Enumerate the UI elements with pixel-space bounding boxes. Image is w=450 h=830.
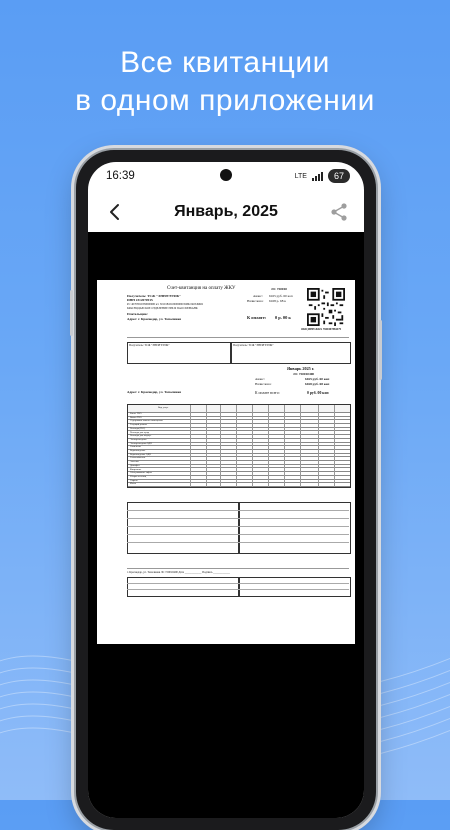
- share-icon[interactable]: [328, 200, 350, 224]
- battery-indicator: 67: [328, 169, 350, 183]
- charges-row-label: Капремонт: [130, 467, 142, 471]
- charges-header-label: Вид услуг: [158, 406, 169, 409]
- recipient-right-line: Получатель: ТСЖ "ЭНЕРГЕТИК": [233, 344, 274, 347]
- receipt-account-long: ЛС 720010400: [293, 372, 315, 376]
- charges-row-label: Водоотведение: [130, 449, 146, 452]
- charges-row-label: Хол.вода для нужд: [130, 430, 150, 434]
- meter-table-rule-3: [127, 526, 349, 527]
- charges-table: [127, 404, 351, 488]
- receipt-to-pay-total-label: К оплате всего:: [255, 391, 280, 395]
- receipt-to-pay-total: 0 руб. 00 коп: [307, 391, 329, 395]
- receipt-advance: 6165 руб. 60 коп: [269, 294, 293, 298]
- tear-off-line: [127, 568, 349, 569]
- receipt-bank-line-2: КРАСНОДАРСКОЕ ОТДЕЛЕНИЕ N8619 ПАО СБЕРБАНК: [127, 307, 198, 310]
- receipt-accrued: 6168 р. 68 к: [269, 299, 286, 303]
- receipt-accrued-label-2: Начислено:: [255, 382, 272, 386]
- tear-table-left: [127, 577, 239, 597]
- receipt-inn-under-qr: ОКЦ ИНН ЖКХ 7840407884479: [301, 328, 341, 331]
- charges-row-label: Текущий ремонт: [130, 423, 148, 427]
- charges-row-label: Хол.вода для подогр.: [130, 434, 152, 438]
- promo-line-1: Все квитанции: [120, 46, 330, 79]
- receipt-account-short: ЛС 720010: [271, 287, 287, 291]
- phone-frame: [76, 150, 376, 830]
- receipt-page[interactable]: [97, 280, 355, 644]
- charges-column-divider: [220, 405, 221, 487]
- receipt-period: Январь 2025 г.: [287, 366, 315, 371]
- receipt-to-pay-label: К оплате:: [247, 315, 267, 320]
- power-button: [379, 320, 382, 380]
- tear-off-caption: г. Краснодар, ул. Тополиная ЛС 720010400 Дата ____________ Подпись ____________: [127, 571, 230, 574]
- promo-line-2: в одном приложении: [75, 84, 375, 117]
- receipt-to-pay: 0 р. 00 к: [275, 315, 291, 320]
- receipt-payer: Плательщик:: [127, 312, 148, 316]
- meter-table-rule-5: [127, 542, 349, 543]
- promo-headline: [0, 44, 450, 120]
- receipt-advance-label-2: Аванс:: [255, 377, 265, 381]
- page-title: Январь, 2025: [174, 203, 278, 220]
- receipt-title: Счет-квитанция на оплату ЖКУ: [167, 286, 236, 291]
- charges-column-divider: [206, 405, 207, 487]
- charges-row-label: Домофон: [130, 463, 140, 467]
- charges-column-divider: [300, 405, 301, 487]
- volume-button: [70, 290, 73, 336]
- charges-row-label: Охрана: [130, 478, 138, 482]
- charges-row-label: Водоотведение ОДН: [130, 452, 151, 456]
- tear-table-rule-1: [127, 583, 349, 584]
- charges-row-label: Отопление: [130, 445, 142, 449]
- charges-row-label: Содержание жилого помещения: [130, 419, 163, 423]
- charges-column-divider: [236, 405, 237, 487]
- charges-column-divider: [284, 405, 285, 487]
- charges-row-label: Обслуживание лифта: [130, 471, 152, 475]
- receipt-bank-line-1: Р/с 40703810330000000 к/с 30101810100000000 БИК 040349602: [127, 303, 204, 306]
- signal-icon: [312, 171, 323, 181]
- charges-column-divider: [318, 405, 319, 487]
- charges-row-label: Итого: [130, 482, 137, 486]
- charges-column-divider: [252, 405, 253, 487]
- status-bar: [88, 162, 364, 192]
- meter-table-rule-2: [127, 518, 349, 519]
- receipt-advance-label: Аванс:: [253, 294, 263, 298]
- receipt-address: Адрес: г. Краснодар, ул. Тополиная: [127, 317, 181, 321]
- charges-column-divider: [268, 405, 269, 487]
- lte-indicator: LTE: [294, 172, 307, 180]
- charges-row-label: Уборка лестниц: [130, 474, 147, 478]
- recipient-left-line: Получатель: ТСЖ "ЭНЕРГЕТИК": [129, 344, 170, 347]
- front-camera: [220, 169, 232, 181]
- charges-row-label: Хол.вода(ГВС): [130, 426, 146, 430]
- charges-row-label: Электроэнергия ОДН: [130, 441, 152, 445]
- charges-row-label: Антенна: [130, 460, 139, 464]
- receipt-recipient: Получатель: ТСЖ "ЭНЕРГЕТИК": [127, 294, 181, 298]
- receipt-mid-address: Адрес: г. Краснодар, ул. Тополиная: [127, 390, 181, 394]
- tear-table-right: [239, 577, 351, 597]
- cut-line: [127, 337, 349, 338]
- charges-column-divider: [190, 405, 191, 487]
- status-icons: [295, 169, 350, 183]
- status-time: 16:39: [106, 170, 135, 182]
- charges-row-label: Взнос ТКО: [130, 412, 142, 415]
- receipt-accrued-label: Начислено:: [247, 299, 264, 303]
- charges-row-label: Электроэнергия: [130, 437, 147, 441]
- meter-table-rule-4: [127, 534, 349, 535]
- document-viewer[interactable]: [88, 232, 364, 818]
- charges-column-divider: [334, 405, 335, 487]
- receipt-advance-full: 6165 руб. 60 коп: [305, 377, 330, 381]
- charges-row-label: Вывоз ТКО: [130, 415, 142, 419]
- receipt-inn: ИНН 2312070915: [127, 298, 153, 302]
- meter-table-rule-1: [127, 510, 349, 511]
- charges-row-label: Газоснабжение: [130, 456, 146, 460]
- app-bar: [88, 192, 364, 232]
- tear-table-rule-2: [127, 589, 349, 590]
- charges-row: [128, 482, 350, 487]
- phone-screen: [88, 162, 364, 818]
- receipt-accrued-full: 6168 руб. 68 коп: [305, 382, 330, 386]
- payment-qr-code: [307, 288, 345, 326]
